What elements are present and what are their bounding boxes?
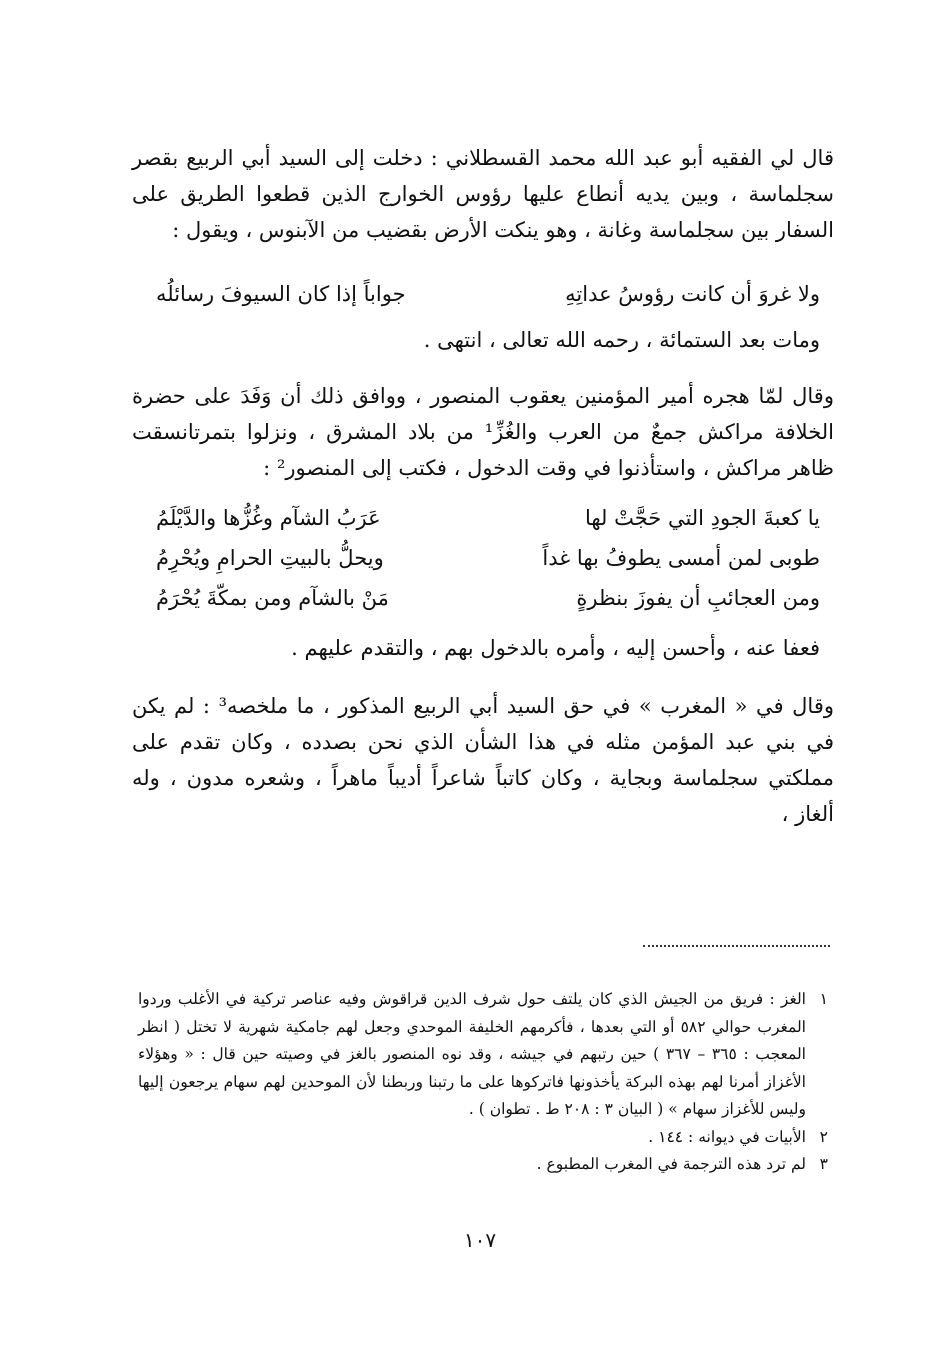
footnotes <box>138 986 828 1179</box>
verse-1-right-hemistich: ولا غروَ أن كانت رؤوسُ عداتِهِ <box>565 282 820 306</box>
paragraph-2: وقال لمّا هجره أمير المؤمنين يعقوب المنصور ، ووافق ذلك أن وَفَدَ على حضرة الخلافة مراكش جمعٌ من العرب والغُزِّ¹ من بلاد المشرق ، ونزلوا بتمرتانسقت ظاهر مراكش ، واستأذنوا في وقت الدخول ، فكتب إلى المنصور² : <box>132 384 834 480</box>
poem-2-line-1-right: يا كعبةَ الجودِ التي حَجَّتْ لها <box>584 506 820 530</box>
poem-2-line-1-left: عَرَبُ الشآم وغُزُّها والدَّيْلَمُ <box>156 506 381 530</box>
poem-2 <box>132 500 834 616</box>
footnote-3 <box>138 1151 828 1179</box>
main-text <box>132 140 834 832</box>
verse-1-left-hemistich: جواباً إذا كان السيوفَ رسائلُه <box>156 282 406 306</box>
footnote-2 <box>138 1124 828 1152</box>
poem-2-line-2-right: طوبى لمن أمسى يطوفُ بها غداً <box>542 546 820 570</box>
footnote-1-text: الغز : فريق من الجيش الذي كان يلتف حول شرف الدين قراقوش وفيه عناصر تركية في الأغلب وردوا المغرب حوالي ٥٨٢ أو التي بعدها ، فأكرمهم الخليفة الموحدي وجعل لهم جامكية شهرية لا تختل ( انظر المعجب : ٣٦٥ – ٣٦٧ ) حين رتبهم في جيشه ، وقد نوه المنصور بالغز في وصيته حين قال : « وهؤلاء الأغزاز أمرنا لهم بهذه البركة يأخذونها فاتركوها على ما رتبنا وربطنا لأن الموحدين لهم سهام يرجعون إليها وليس للأغزاز سهام » ( البيان ٣ : ٢٠٨ ط . تطوان ) . <box>138 990 806 1118</box>
paragraph-1: قال لي الفقيه أبو عبد الله محمد القسطلاني : دخلت إلى السيد أبي الربيع بقصر سجلماسة ، وبين يديه أنطاع عليها رؤوس الخوارج الذين قطعوا الطريق على السفار بين سجلماسة وغانة ، وهو ينكت الأرض بقضيب من الآبنوس ، ويقول : <box>132 146 834 242</box>
footnote-3-text: لم ترد هذه الترجمة في المغرب المطبوع . <box>536 1155 806 1173</box>
footnote-2-number: ٢ <box>819 1127 828 1146</box>
verse-line-1 <box>132 276 834 312</box>
poem-2-line-2-left: ويحلُّ بالبيتِ الحرامِ ويُحْرِمُ <box>156 546 384 570</box>
footnote-1-number: ١ <box>819 990 828 1008</box>
poem-2-line-1 <box>132 500 834 536</box>
page-number: ١٠٧ <box>463 1228 497 1252</box>
poem-2-line-3 <box>132 580 834 616</box>
footnote-2-text: الأبيات في ديوانه : ١٤٤ . <box>648 1127 806 1146</box>
footnote-1 <box>138 986 828 1124</box>
poem-2-line-3-right: ومن العجائبِ أن يفوزَ بنظرةٍ <box>576 586 820 610</box>
paragraph-3: وقال في « المغرب » في حق السيد أبي الربيع المذكور ، ما ملخصه³ : لم يكن في بني عبد المؤمن مثله في هذا الشأن الذي نحن بصدده ، وكان تقدم على مملكتي سجلماسة وبجاية ، وكان كاتباً شاعراً أديباً ماهراً ، وشعره مدون ، وله ألغاز ، <box>132 694 835 826</box>
poem-2-line-2 <box>132 540 834 576</box>
after-poem-2-line: فعفا عنه ، وأحسن إليه ، وأمره بالدخول بهم ، والتقدم عليهم . <box>291 636 820 660</box>
footnote-separator <box>643 945 830 947</box>
poem-2-line-3-left: مَنْ بالشآم ومن بمكّةَ يُحْرَمُ <box>156 586 389 610</box>
footnote-3-number: ٣ <box>819 1155 828 1173</box>
after-verse-1-line: ومات بعد الستمائة ، رحمه الله تعالى ، انتهى . <box>423 328 820 352</box>
